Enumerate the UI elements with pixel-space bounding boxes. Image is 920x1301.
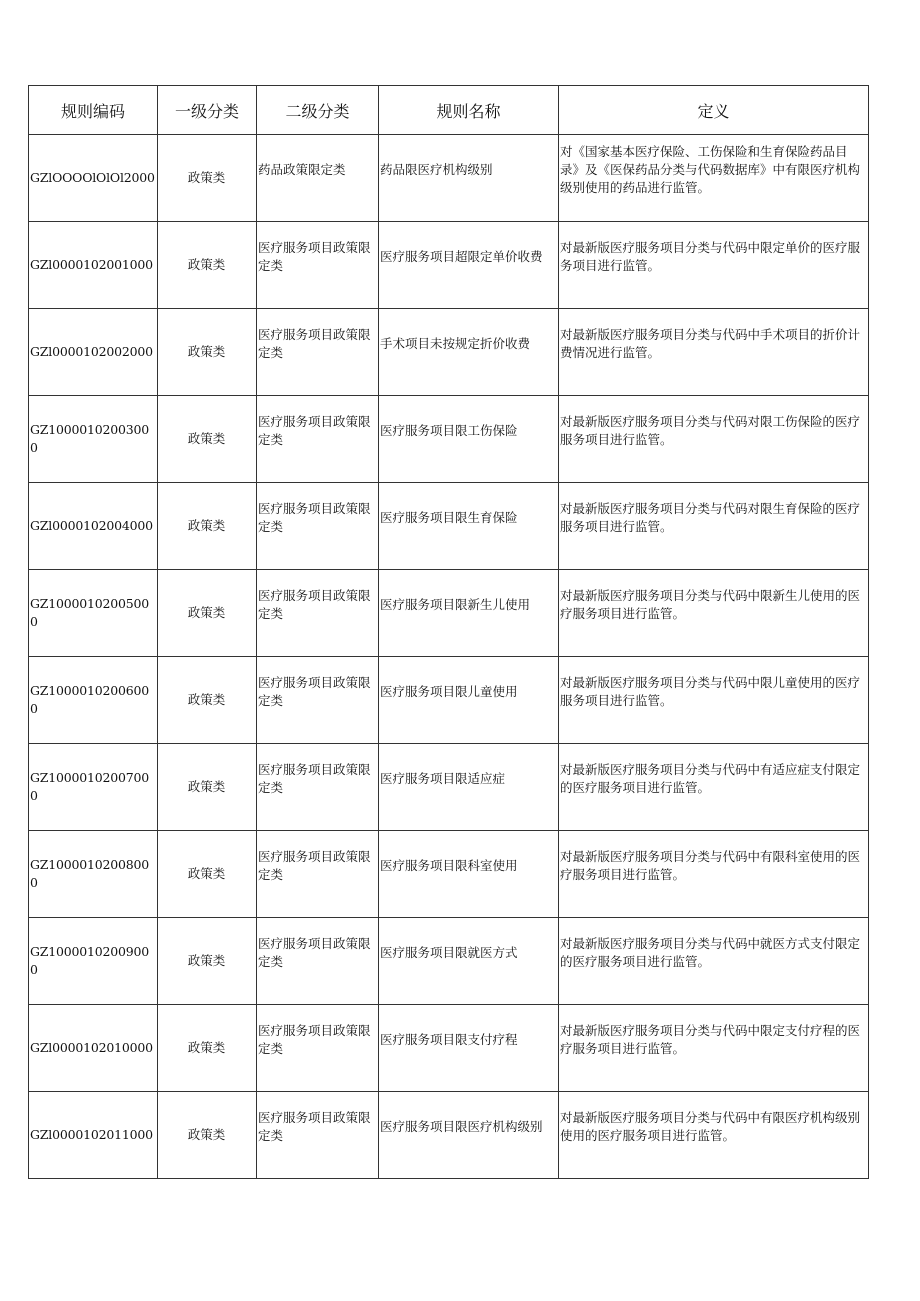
- cell-level1-category: [158, 1005, 257, 1092]
- cell-rule-name: [379, 483, 559, 570]
- cell-level1-category: [158, 918, 257, 1005]
- cell-rule-code-text: GZ10000102006000: [30, 683, 150, 716]
- cell-definition: [559, 483, 869, 570]
- cell-definition: [559, 135, 869, 222]
- cell-level2-category-text: 医疗服务项目政策限定类: [258, 240, 371, 273]
- table-row: [29, 222, 869, 309]
- cell-level2-category: [257, 135, 379, 222]
- cell-rule-code: [29, 396, 158, 483]
- cell-rule-name-text: 药品限医疗机构级别: [380, 162, 493, 177]
- cell-level2-category: [257, 222, 379, 309]
- cell-level1-category: [158, 222, 257, 309]
- cell-level1-category-text: 政策类: [187, 692, 226, 707]
- cell-level2-category: [257, 831, 379, 918]
- cell-definition-text: 对最新版医疗服务项目分类与代码对限生育保险的医疗服务项目进行监管。: [560, 501, 861, 534]
- table-row: [29, 1092, 869, 1179]
- cell-level1-category: [158, 135, 257, 222]
- cell-level1-category-text: 政策类: [187, 779, 226, 794]
- cell-level1-category-text: 政策类: [187, 1040, 226, 1055]
- cell-level2-category: [257, 918, 379, 1005]
- cell-rule-name-text: 医疗服务项目限儿童使用: [380, 684, 518, 699]
- cell-level1-category: [158, 831, 257, 918]
- cell-rule-code-text: GZl0000102011000: [30, 1127, 153, 1142]
- table-row: [29, 657, 869, 744]
- cell-level2-category-text: 医疗服务项目政策限定类: [258, 936, 371, 969]
- table-row: [29, 483, 869, 570]
- cell-rule-name-text: 医疗服务项目限适应症: [380, 771, 506, 786]
- cell-level2-category-text: 医疗服务项目政策限定类: [258, 588, 371, 621]
- cell-definition: [559, 831, 869, 918]
- cell-level2-category: [257, 309, 379, 396]
- cell-rule-name-text: 手术项目未按规定折价收费: [380, 336, 531, 351]
- cell-level2-category: [257, 570, 379, 657]
- cell-level1-category: [158, 744, 257, 831]
- cell-definition-text: 对最新版医疗服务项目分类与代码中手术项目的折价计费情况进行监管。: [560, 327, 861, 360]
- cell-rule-code-text: GZl0000102001000: [30, 257, 153, 272]
- cell-level1-category-text: 政策类: [187, 866, 226, 881]
- cell-rule-name-text: 医疗服务项目限医疗机构级别: [380, 1119, 543, 1134]
- cell-level2-category: [257, 744, 379, 831]
- cell-rule-name: [379, 570, 559, 657]
- cell-level2-category-text: 医疗服务项目政策限定类: [258, 675, 371, 708]
- cell-rule-name-text: 医疗服务项目限生育保险: [380, 510, 518, 525]
- cell-level1-category: [158, 483, 257, 570]
- cell-definition-text: 对《国家基本医疗保险、工伤保险和生育保险药品目录》及《医保药品分类与代码数据库》中有限医疗机构级别使用的药品进行监管。: [560, 144, 861, 195]
- cell-rule-code-text: GZl0000102004000: [30, 518, 153, 533]
- cell-rule-code-text: GZ10000102009000: [30, 944, 150, 977]
- cell-rule-name-text: 医疗服务项目限支付疗程: [380, 1032, 518, 1047]
- cell-definition-text: 对最新版医疗服务项目分类与代码中限定单价的医疗服务项目进行监管。: [560, 240, 861, 273]
- cell-level2-category-text: 医疗服务项目政策限定类: [258, 327, 371, 360]
- cell-rule-code-text: GZl0000102010000: [30, 1040, 153, 1055]
- cell-rule-code: [29, 657, 158, 744]
- cell-rule-name: [379, 135, 559, 222]
- table-body: [29, 135, 869, 1179]
- cell-level1-category-text: 政策类: [187, 518, 226, 533]
- header-rule-name: 规则名称: [379, 86, 559, 135]
- cell-definition: [559, 396, 869, 483]
- cell-rule-name: [379, 396, 559, 483]
- cell-level2-category: [257, 396, 379, 483]
- table-row: [29, 1005, 869, 1092]
- cell-level2-category-text: 医疗服务项目政策限定类: [258, 414, 371, 447]
- rules-table: [28, 85, 869, 1179]
- cell-rule-code-text: GZl0000102002000: [30, 344, 153, 359]
- cell-level2-category: [257, 483, 379, 570]
- cell-definition: [559, 309, 869, 396]
- table-row: [29, 744, 869, 831]
- cell-definition-text: 对最新版医疗服务项目分类与代码中有限科室使用的医疗服务项目进行监管。: [560, 849, 861, 882]
- cell-rule-code: [29, 135, 158, 222]
- cell-level1-category: [158, 570, 257, 657]
- table-row: [29, 570, 869, 657]
- table-row: [29, 396, 869, 483]
- table-header-row: [29, 86, 869, 135]
- cell-rule-name: [379, 657, 559, 744]
- cell-level2-category-text: 药品政策限定类: [258, 162, 346, 177]
- cell-rule-code: [29, 831, 158, 918]
- header-level2-category: 二级分类: [257, 86, 379, 135]
- cell-level1-category-text: 政策类: [187, 1127, 226, 1142]
- cell-rule-code: [29, 570, 158, 657]
- cell-level2-category-text: 医疗服务项目政策限定类: [258, 849, 371, 882]
- cell-definition: [559, 1092, 869, 1179]
- table-row: [29, 831, 869, 918]
- cell-rule-name: [379, 918, 559, 1005]
- cell-rule-code: [29, 1005, 158, 1092]
- cell-definition: [559, 744, 869, 831]
- cell-rule-code-text: GZ10000102008000: [30, 857, 150, 890]
- cell-rule-name: [379, 744, 559, 831]
- cell-definition-text: 对最新版医疗服务项目分类与代码中就医方式支付限定的医疗服务项目进行监管。: [560, 936, 861, 969]
- cell-rule-code: [29, 1092, 158, 1179]
- cell-level1-category-text: 政策类: [187, 431, 226, 446]
- cell-rule-code-text: GZ10000102005000: [30, 596, 150, 629]
- cell-definition-text: 对最新版医疗服务项目分类与代码中限新生儿使用的医疗服务项目进行监管。: [560, 588, 861, 621]
- header-rule-code: 规则编码: [29, 86, 158, 135]
- cell-rule-code: [29, 309, 158, 396]
- cell-level1-category-text: 政策类: [187, 953, 226, 968]
- cell-rule-code: [29, 744, 158, 831]
- cell-rule-code: [29, 918, 158, 1005]
- header-level1-category: 一级分类: [158, 86, 257, 135]
- cell-level1-category: [158, 396, 257, 483]
- cell-rule-code-text: GZ10000102007000: [30, 770, 150, 803]
- cell-rule-code: [29, 222, 158, 309]
- cell-rule-name: [379, 1092, 559, 1179]
- cell-level2-category-text: 医疗服务项目政策限定类: [258, 1023, 371, 1056]
- table-row: [29, 918, 869, 1005]
- cell-definition-text: 对最新版医疗服务项目分类与代码对限工伤保险的医疗服务项目进行监管。: [560, 414, 861, 447]
- cell-definition: [559, 570, 869, 657]
- cell-level1-category-text: 政策类: [187, 257, 226, 272]
- cell-level2-category: [257, 657, 379, 744]
- cell-definition-text: 对最新版医疗服务项目分类与代码中有适应症支付限定的医疗服务项目进行监管。: [560, 762, 861, 795]
- cell-level1-category-text: 政策类: [187, 605, 226, 620]
- table-row: [29, 135, 869, 222]
- cell-level1-category: [158, 657, 257, 744]
- cell-rule-name: [379, 831, 559, 918]
- cell-rule-code-text: GZlOOOOlOlOl2000: [30, 170, 155, 185]
- cell-level2-category-text: 医疗服务项目政策限定类: [258, 1110, 371, 1143]
- cell-rule-name: [379, 222, 559, 309]
- table-row: [29, 309, 869, 396]
- cell-level2-category-text: 医疗服务项目政策限定类: [258, 501, 371, 534]
- cell-rule-name: [379, 1005, 559, 1092]
- cell-level1-category-text: 政策类: [187, 344, 226, 359]
- cell-definition-text: 对最新版医疗服务项目分类与代码中有限医疗机构级别使用的医疗服务项目进行监管。: [560, 1110, 861, 1143]
- cell-level2-category: [257, 1092, 379, 1179]
- cell-rule-name-text: 医疗服务项目限就医方式: [380, 945, 518, 960]
- cell-rule-name-text: 医疗服务项目超限定单价收费: [380, 249, 543, 264]
- cell-definition-text: 对最新版医疗服务项目分类与代码中限儿童使用的医疗服务项目进行监管。: [560, 675, 861, 708]
- cell-definition-text: 对最新版医疗服务项目分类与代码中限定支付疗程的医疗服务项目进行监管。: [560, 1023, 861, 1056]
- header-definition: 定义: [559, 86, 869, 135]
- cell-definition: [559, 918, 869, 1005]
- cell-rule-code-text: GZ10000102003000: [30, 422, 150, 455]
- cell-rule-name-text: 医疗服务项目限工伤保险: [380, 423, 518, 438]
- cell-level2-category-text: 医疗服务项目政策限定类: [258, 762, 371, 795]
- cell-rule-name: [379, 309, 559, 396]
- cell-definition: [559, 657, 869, 744]
- cell-level1-category: [158, 309, 257, 396]
- cell-definition: [559, 222, 869, 309]
- cell-rule-name-text: 医疗服务项目限新生儿使用: [380, 597, 531, 612]
- cell-rule-code: [29, 483, 158, 570]
- cell-rule-name-text: 医疗服务项目限科室使用: [380, 858, 518, 873]
- cell-definition: [559, 1005, 869, 1092]
- cell-level2-category: [257, 1005, 379, 1092]
- cell-level1-category: [158, 1092, 257, 1179]
- cell-level1-category-text: 政策类: [187, 170, 226, 185]
